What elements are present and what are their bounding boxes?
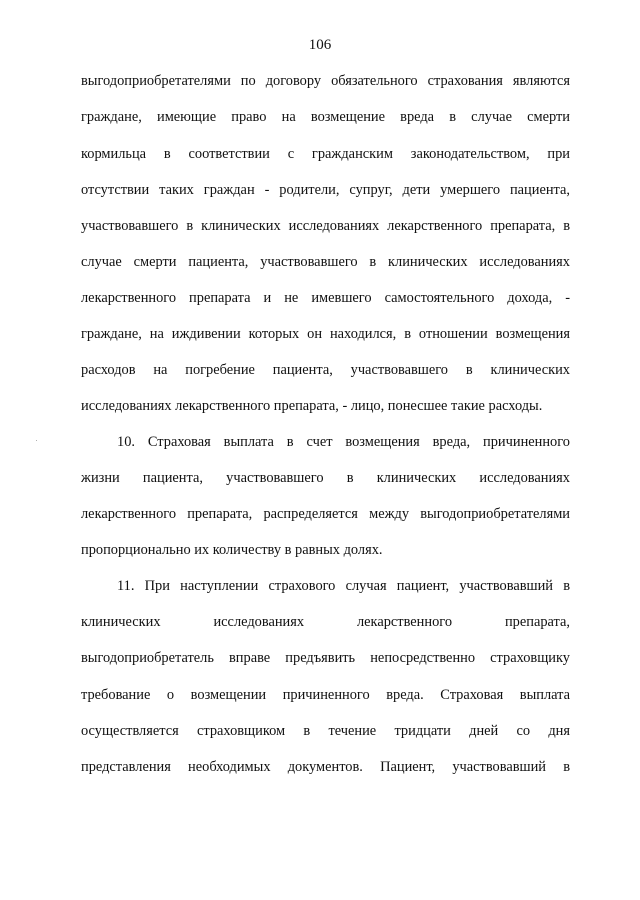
text-line: исследованиях лекарственного препарата, - лицо, понесшее такие расходы. <box>81 398 543 414</box>
text-line: расходов на погребение пациента, участвовавшего в клинических <box>81 362 570 378</box>
text-line: участвовавшего в клинических исследованиях лекарственного препарата, в <box>81 218 570 234</box>
page-number: 106 <box>308 37 332 53</box>
text-line: лекарственного препарата, распределяется между выгодоприобретателями <box>81 506 570 522</box>
text-line: выгодоприобретателями по договору обязательного страхования являются <box>81 73 570 89</box>
text-line: выгодоприобретатель вправе предъявить непосредственно страховщику <box>81 650 570 666</box>
text-line: случае смерти пациента, участвовавшего в клинических исследованиях <box>81 254 570 270</box>
text-line: клинических исследованиях лекарственного препарата, <box>81 614 570 630</box>
text-line: лекарственного препарата и не имевшего самостоятельного дохода, - <box>81 290 570 306</box>
text-line: граждане, имеющие право на возмещение вреда в случае смерти <box>81 109 570 125</box>
paragraph-11-first-line: 11. При наступлении страхового случая пациент, участвовавший в <box>117 578 570 594</box>
text-line: кормильца в соответствии с гражданским законодательством, при <box>81 146 570 162</box>
text-line: жизни пациента, участвовавшего в клинических исследованиях <box>81 470 570 486</box>
text-line: граждане, на иждивении которых он находился, в отношении возмещения <box>81 326 570 342</box>
text-line: представления необходимых документов. Пациент, участвовавший в <box>81 759 570 775</box>
text-line: осуществляется страховщиком в течение тридцати дней со дня <box>81 723 570 739</box>
text-line: пропорционально их количеству в равных долях. <box>81 542 383 558</box>
text-line: отсутствии таких граждан - родители, супруг, дети умершего пациента, <box>81 182 570 198</box>
scan-speck <box>36 440 37 441</box>
paragraph-10-first-line: 10. Страховая выплата в счет возмещения вреда, причиненного <box>117 434 570 450</box>
text-line: требование о возмещении причиненного вреда. Страховая выплата <box>81 687 570 703</box>
